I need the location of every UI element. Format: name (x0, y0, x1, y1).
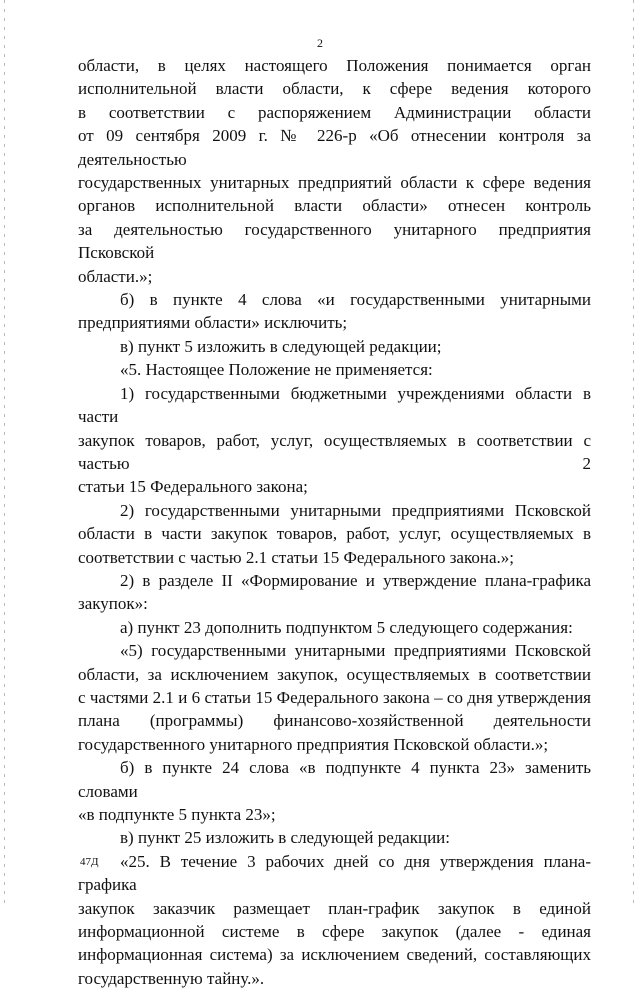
paragraph-line: в соответствии с распоряжением Администрации области (78, 102, 591, 122)
paragraph-line: в) пункт 25 изложить в следующей редакции: (120, 828, 450, 848)
scan-left-edge-mark (4, 0, 5, 905)
document-code: 47Д (80, 856, 99, 868)
paragraph-line: соответствии с частью 2.1 статьи 15 Федерального закона.»; (78, 547, 514, 567)
paragraph-line: б) в пункте 4 слова «и государственными унитарными (120, 290, 591, 310)
paragraph-line: «5. Настоящее Положение не применяется: (120, 360, 433, 380)
paragraph-line: закупок»: (78, 594, 148, 614)
paragraph-line: предприятиями области» исключить; (78, 313, 348, 333)
paragraph-line: государственных унитарных предприятий области к сфере ведения (78, 173, 591, 193)
paragraph-line: закупок заказчик размещает план-график закупок в единой (78, 898, 591, 918)
paragraph-line: 1) государственными бюджетными учреждениями области в части (78, 383, 591, 427)
paragraph-line: органов исполнительной власти области» отнесен контроль (78, 196, 591, 216)
paragraph-line: государственную тайну.». (78, 968, 265, 988)
paragraph-line: информационной системе в сфере закупок (далее - единая (78, 922, 591, 942)
paragraph-line: статьи 15 Федерального закона; (78, 477, 308, 497)
paragraph-line: от 09 сентября 2009 г. № 226-р «Об отнесении контроля за деятельностью (78, 126, 591, 169)
paragraph-line: государственного унитарного предприятия Псковской области.»; (78, 734, 549, 754)
paragraph-line: закупок товаров, работ, услуг, осуществляемых в соответствии с частью 2 (78, 430, 591, 473)
paragraph-line: а) пункт 23 дополнить подпунктом 5 следующего содержания: (120, 617, 573, 637)
paragraph-line: «25. В течение 3 рабочих дней со дня утверждения плана-графика (78, 851, 591, 895)
page-number: 2 (317, 36, 323, 50)
paragraph-line: области, в целях настоящего Положения понимается орган (78, 56, 591, 75)
scan-right-edge-mark (633, 0, 634, 905)
paragraph-line: «5) государственными унитарными предприятиями Псковской (120, 641, 591, 661)
document-body (78, 54, 591, 990)
paragraph-line: 2) государственными унитарными предприятиями Псковской (120, 500, 591, 520)
paragraph-line: за деятельностью государственного унитарного предприятия Псковской (78, 219, 591, 263)
paragraph-line: исполнительной власти области, к сфере ведения которого (78, 79, 591, 99)
paragraph-line: 2) в разделе II «Формирование и утверждение плана-графика (120, 570, 591, 590)
paragraph-line: области, за исключением закупок, осуществляемых в соответствии (78, 664, 591, 684)
paragraph-line: «в подпункте 5 пункта 23»; (78, 805, 276, 824)
paragraph-line: области.»; (78, 266, 153, 286)
paragraph-line: плана (программы) финансово-хозяйственной деятельности (78, 711, 591, 731)
paragraph-line: с частями 2.1 и 6 статьи 15 Федерального закона – со дня утверждения (78, 687, 591, 707)
paragraph-line: области в части закупок товаров, работ, услуг, осуществляемых в (78, 524, 591, 544)
paragraph-line: б) в пункте 24 слова «в подпункте 4 пункта 23» заменить словами (78, 758, 591, 801)
paragraph-line: информационная система) за исключением сведений, составляющих (78, 945, 591, 965)
paragraph-line: в) пункт 5 изложить в следующей редакции; (120, 336, 442, 356)
